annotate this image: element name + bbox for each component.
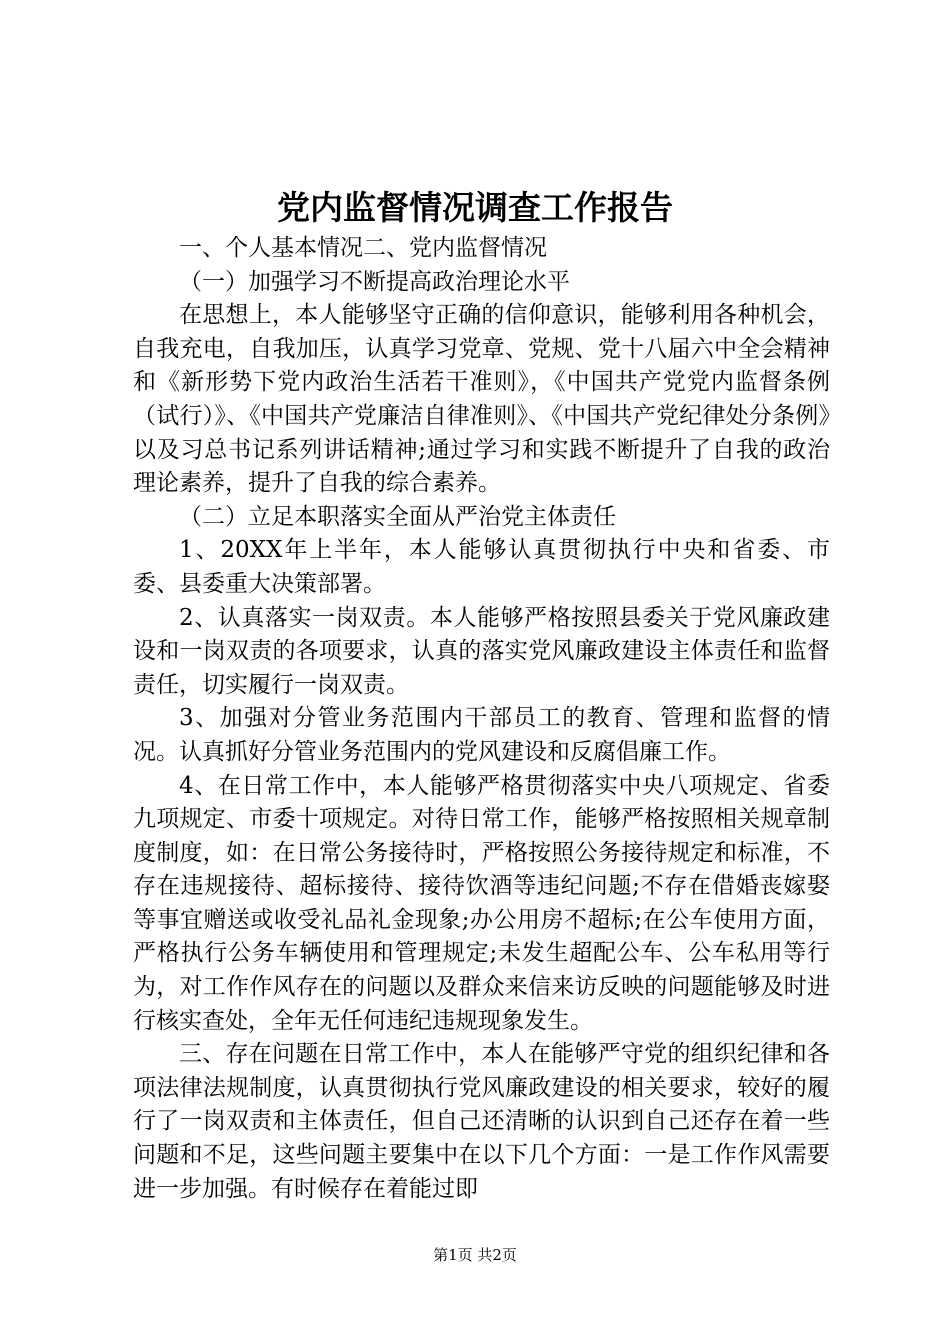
paragraph: 一、个人基本情况二、党内监督情况 (179, 235, 547, 261)
paragraph: 4、在日常工作中，本人能够严格贯彻落实中央八项规定、省委九项规定、市委十项规定。对待日常工作，能够严格按照相关规章制度制度，如：在日常公务接待时，严格按照公务接待规定和标准，不存在违规接待、超标接待、接待饮酒等违纪问题;不存在借婚丧嫁娶等事宜赠送或收受礼品礼金现象;办公用房不超标;在公车使用方面，严格执行公务车辆使用和管理规定;未发生超配公车、公车私用等行为，对工作作风存在的问题以及群众来信来访反映的问题能够及时进行核实查处，全年无任何违纪违规现象发生。 (133, 772, 830, 1034)
paragraph: 三、存在问题在日常工作中，本人在能够严守党的组织纪律和各项法律法规制度，认真贯彻执行党风廉政建设的相关要求，较好的履行了一岗双责和主体责任，但自己还清晰的认识到自己还存在着一些问题和不足，这些问题主要集中在以下几个方面：一是工作作风需要进一步加强。有时候存在着能过即 (133, 1041, 830, 1202)
paragraph: （二）立足本职落实全面从严治党主体责任 (179, 503, 616, 530)
document-body (133, 232, 830, 1206)
paragraph: （一）加强学习不断提高政治理论水平 (179, 268, 570, 295)
paragraph: 2、认真落实一岗双责。本人能够严格按照县委关于党风廉政建设和一岗双责的各项要求，认真的落实党风廉政建设主体责任和监督责任，切实履行一岗双责。 (133, 604, 830, 698)
paragraph: 在思想上，本人能够坚守正确的信仰意识，能够利用各种机会，自我充电，自我加压，认真学习党章、党规、党十八届六中全会精神和《新形势下党内政治生活若干准则》，《中国共产党党内监督条例（试行）》、《中国共产党廉洁自律准则》、《中国共产党纪律处分条例》以及习总书记系列讲话精神;通过学习和实践不断提升了自我的政治理论素养，提升了自我的综合素养。 (133, 302, 830, 497)
paragraph: 1、20XX年上半年，本人能够认真贯彻执行中央和省委、市委、县委重大决策部署。 (133, 537, 830, 597)
document-title: 党内监督情况调查工作报告 (277, 188, 673, 227)
page-footer: 第1页 共2页 (433, 1246, 517, 1264)
paragraph: 3、加强对分管业务范围内干部员工的教育、管理和监督的情况。认真抓好分管业务范围内的党风建设和反腐倡廉工作。 (133, 705, 830, 765)
